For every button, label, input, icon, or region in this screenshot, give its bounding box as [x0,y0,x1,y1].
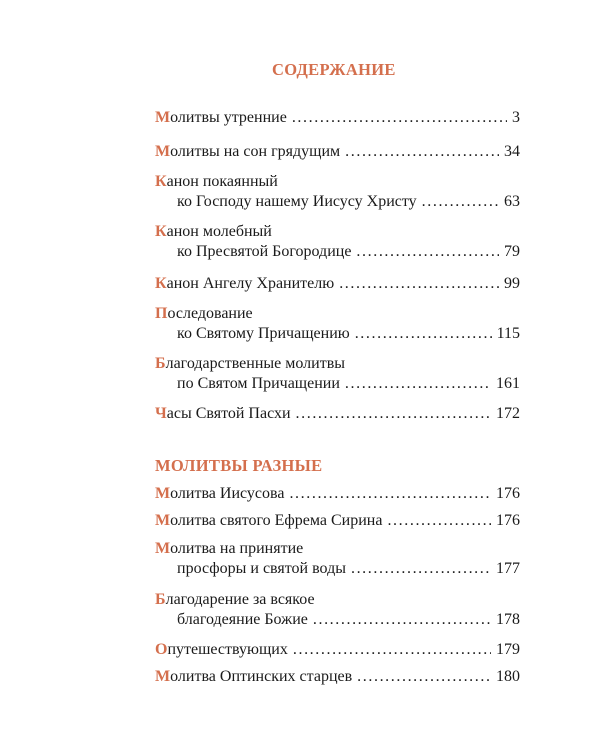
entry-initial: Б [155,355,166,372]
toc-entry[interactable] [155,667,520,687]
entry-page-number: 3 [512,109,520,126]
entry-title: анон покаянный [166,173,278,190]
entry-title: лагодарственные молитвы [165,355,345,372]
entry-title-continued: по Святом Причащении [177,375,340,392]
entry-page-number: 176 [496,512,520,529]
entry-title-continued: ко Святому Причащению [177,325,350,342]
leader-dots [355,324,492,344]
leader-dots [357,667,491,687]
toc-entry[interactable] [155,172,520,212]
entry-title: оследование [167,305,253,322]
entry-initial: М [155,512,171,529]
entry-page-number: 180 [496,668,520,685]
entry-initial: П [155,305,168,322]
entry-title: анон молебный [166,223,272,240]
entry-initial: М [155,143,171,160]
entry-title-continued: ко Господу нашему Иисусу Христу [177,193,417,210]
toc-entry[interactable] [155,142,520,162]
toc-entry[interactable] [155,640,520,660]
entry-initial: М [155,485,171,502]
toc-title: СОДЕРЖАНИЕ [272,60,396,79]
entry-initial: О [155,641,168,658]
leader-dots [351,559,491,579]
entry-title: олитва святого Ефрема Сирина [170,512,383,529]
toc-entry[interactable] [155,511,520,531]
entry-title-continued: просфоры и святой воды [177,560,346,577]
toc-entry[interactable] [155,539,520,579]
entry-title: олитва Иисусова [170,485,285,502]
entry-page-number: 79 [504,243,520,260]
entry-initial: М [155,668,171,685]
entry-title: путешествующих [167,641,288,658]
entry-initial: К [155,275,167,292]
entry-initial: К [155,173,167,190]
toc-entry[interactable] [155,274,520,294]
entry-initial: М [155,540,171,557]
toc-entry[interactable] [155,222,520,262]
section-title-misc: МОЛИТВЫ РАЗНЫЕ [155,456,323,475]
leader-dots [345,142,499,162]
leader-dots [339,274,499,294]
toc-entry[interactable] [155,108,520,128]
leader-dots [313,610,491,630]
entry-page-number: 99 [504,275,520,292]
toc-entry[interactable] [155,404,520,424]
toc-entry[interactable] [155,590,520,630]
entry-title: олитва Оптинских старцев [170,668,353,685]
entry-title: олитвы на сон грядущим [170,143,341,160]
entry-initial: К [155,223,167,240]
entry-title: лагодарение за всякое [165,591,315,608]
entry-title: олитвы утренние [170,109,287,126]
entry-initial: Б [155,591,166,608]
entry-page-number: 161 [496,375,520,392]
toc-entry[interactable] [155,304,520,344]
entry-title: асы Святой Пасхи [166,405,291,422]
leader-dots [296,404,491,424]
entry-page-number: 178 [496,611,520,628]
entry-page-number: 172 [496,405,520,422]
toc-entry[interactable] [155,354,520,394]
entry-page-number: 179 [496,641,520,658]
leader-dots [387,511,491,531]
entry-page-number: 177 [496,560,520,577]
entry-title: олитва на принятие [170,540,304,557]
leader-dots [292,108,507,128]
entry-title-continued: ко Пресвятой Богородице [177,243,352,260]
entry-page-number: 115 [496,325,520,342]
toc-entry[interactable] [155,484,520,504]
entry-initial: Ч [155,405,167,422]
leader-dots [422,192,499,212]
entry-page-number: 63 [504,193,520,210]
entry-title: анон Ангелу Хранителю [166,275,335,292]
entry-page-number: 176 [496,485,520,502]
leader-dots [345,374,491,394]
entry-page-number: 34 [504,143,520,160]
entry-initial: М [155,109,171,126]
leader-dots [289,484,491,504]
leader-dots [293,640,491,660]
leader-dots [356,242,499,262]
entry-title-continued: благодеяние Божие [177,611,308,628]
